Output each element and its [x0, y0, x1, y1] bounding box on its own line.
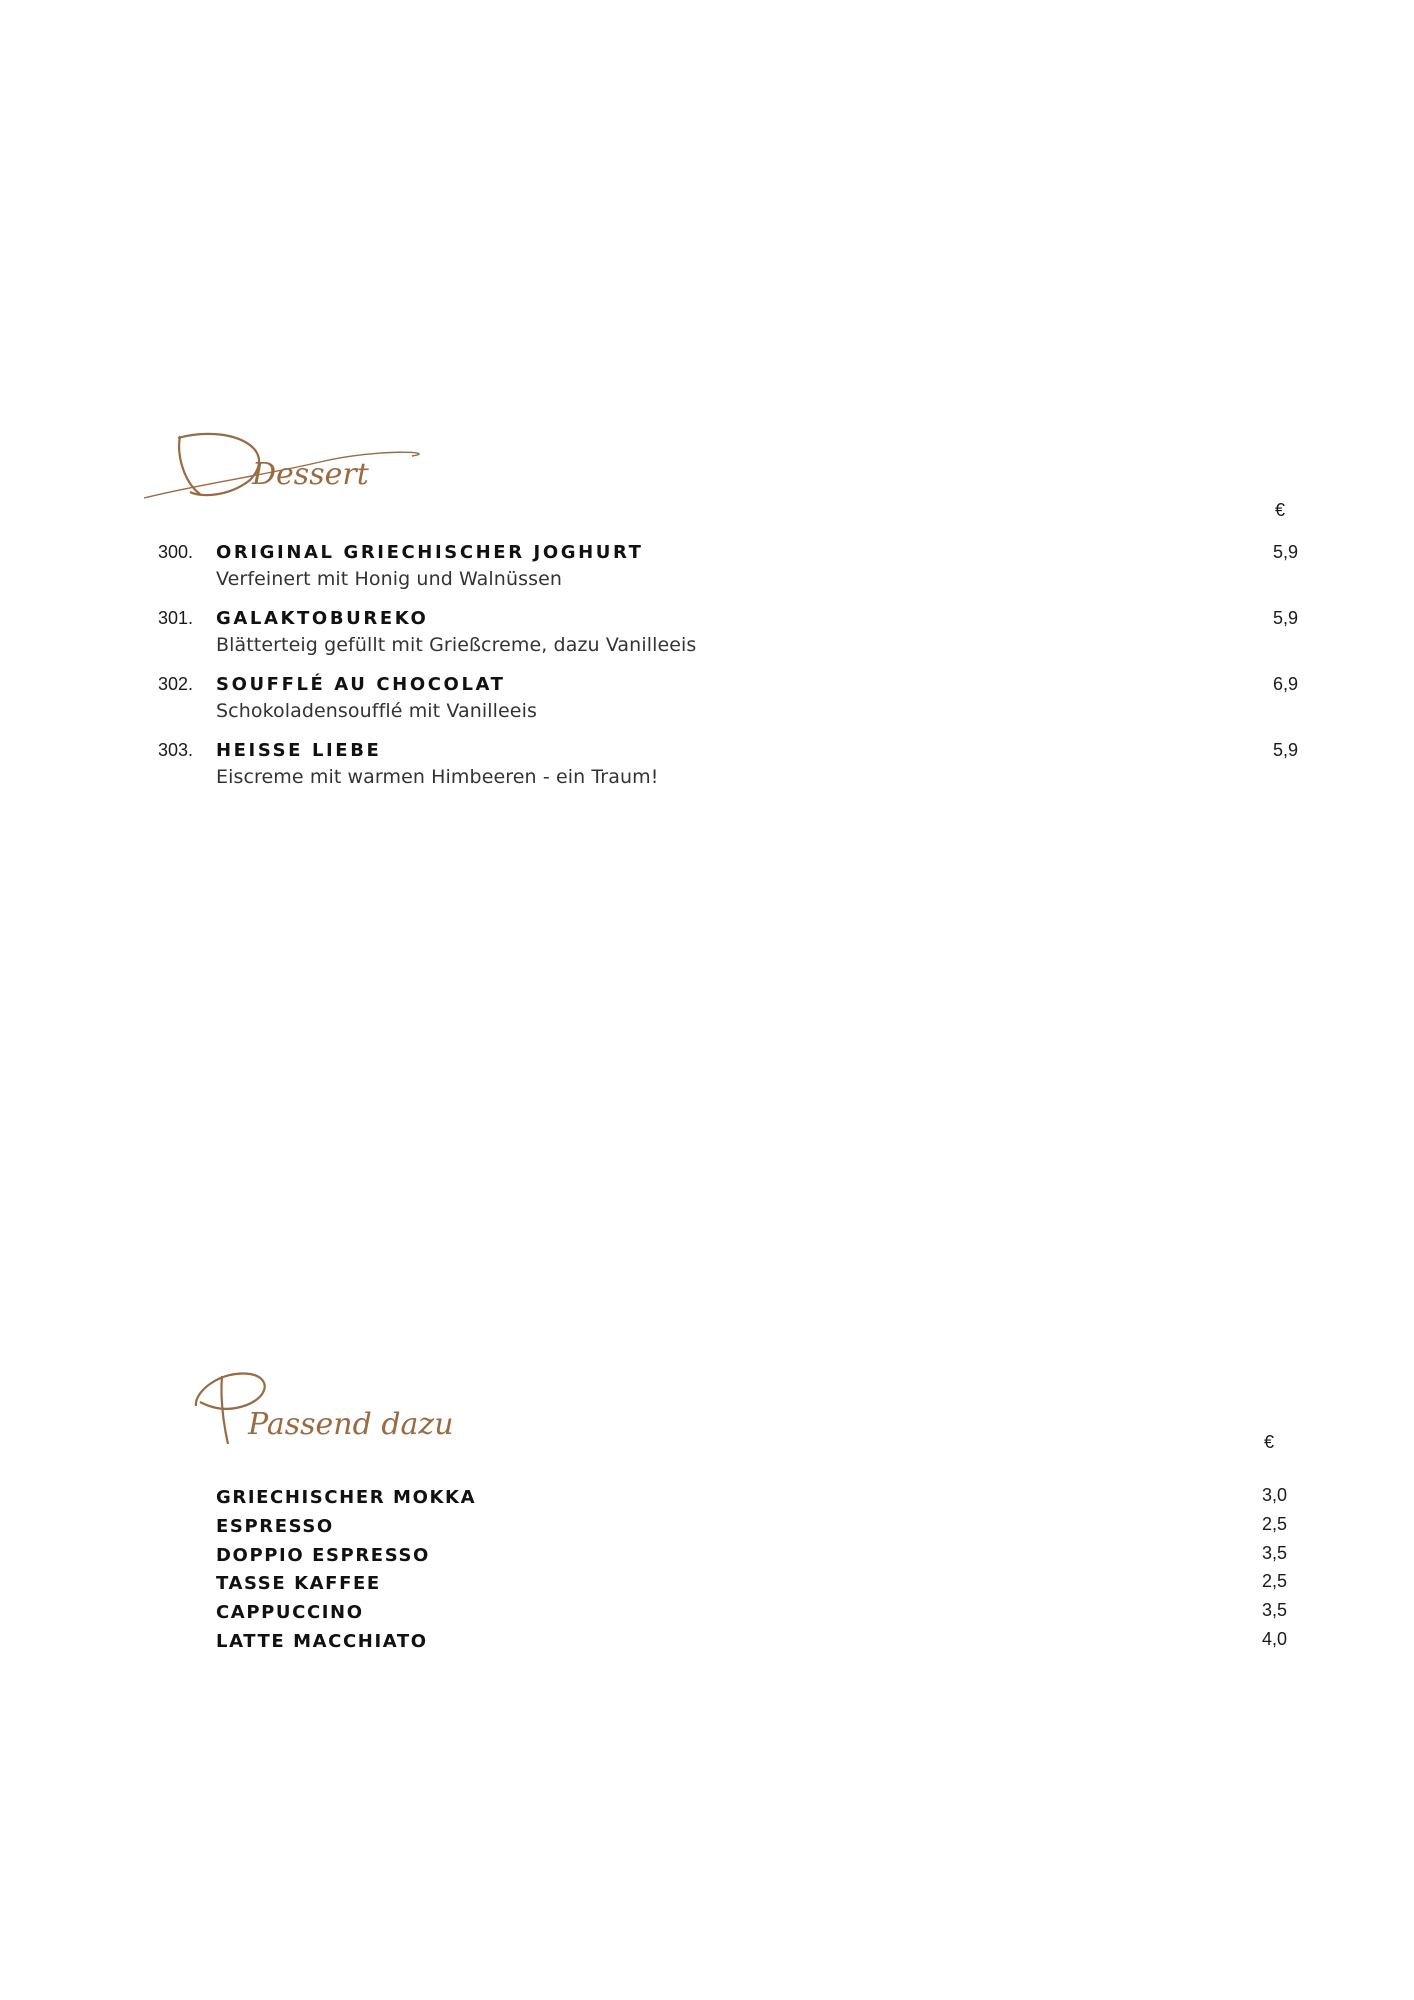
list-item: [158, 604, 1298, 670]
list-item: [158, 670, 1298, 736]
item-price: 5,9: [1272, 608, 1298, 628]
drink-name: ESPRESSO: [216, 1515, 334, 1537]
item-price: 5,9: [1272, 740, 1298, 760]
drink-name: LATTE MACCHIATO: [216, 1630, 428, 1652]
drink-name: CAPPUCCINO: [216, 1602, 364, 1624]
list-item: [216, 1602, 1287, 1631]
list-item: [216, 1628, 1287, 1660]
item-description: Eiscreme mit warmen Himbeeren - ein Traum!: [216, 766, 659, 788]
list-item: [158, 736, 1298, 802]
list-item: [216, 1513, 1287, 1545]
item-description: Schokoladensoufflé mit Vanilleeis: [216, 700, 537, 722]
drink-price: 3,5: [1261, 1600, 1287, 1621]
list-item: [216, 1542, 1287, 1574]
drink-name: GRIECHISCHER MOKKA: [216, 1487, 477, 1508]
item-number: 301.: [158, 608, 194, 628]
item-number: 302.: [158, 674, 194, 694]
item-name: HEISSE LIEBE: [216, 740, 382, 761]
drink-price: 3,0: [1261, 1485, 1287, 1505]
dessert-heading: [140, 418, 440, 508]
list-item: [216, 1573, 1287, 1602]
item-name: SOUFFLÉ AU CHOCOLAT: [216, 674, 506, 695]
passend-currency-label: €: [1264, 1432, 1275, 1452]
drink-price: 3,5: [1261, 1542, 1287, 1563]
dessert-title: Dessert: [252, 457, 369, 492]
drink-price: 2,5: [1261, 1571, 1287, 1592]
drink-name: DOPPIO ESPRESSO: [216, 1544, 430, 1566]
drink-price: 4,0: [1261, 1628, 1287, 1649]
drinks-list: [216, 1487, 1287, 1660]
item-description: Verfeinert mit Honig und Walnüssen: [216, 568, 563, 590]
drink-name: TASSE KAFFEE: [216, 1573, 381, 1595]
list-item: [158, 538, 1298, 604]
item-description: Blätterteig gefüllt mit Grießcreme, dazu Vanilleeis: [216, 634, 697, 656]
dessert-list: [158, 538, 1298, 802]
list-item: [216, 1487, 1287, 1516]
passend-title: Passend dazu: [248, 1407, 454, 1442]
item-name: GALAKTOBUREKO: [216, 608, 429, 629]
item-price: 5,9: [1272, 542, 1298, 562]
dessert-capital-d-icon: [178, 434, 259, 495]
item-number: 303.: [158, 740, 194, 760]
dessert-currency-label: €: [1275, 500, 1286, 520]
item-price: 6,9: [1272, 674, 1298, 694]
item-name: ORIGINAL GRIECHISCHER JOGHURT: [216, 542, 644, 563]
item-number: 300.: [158, 542, 194, 562]
drink-price: 2,5: [1261, 1513, 1287, 1534]
passend-heading: [190, 1362, 480, 1452]
